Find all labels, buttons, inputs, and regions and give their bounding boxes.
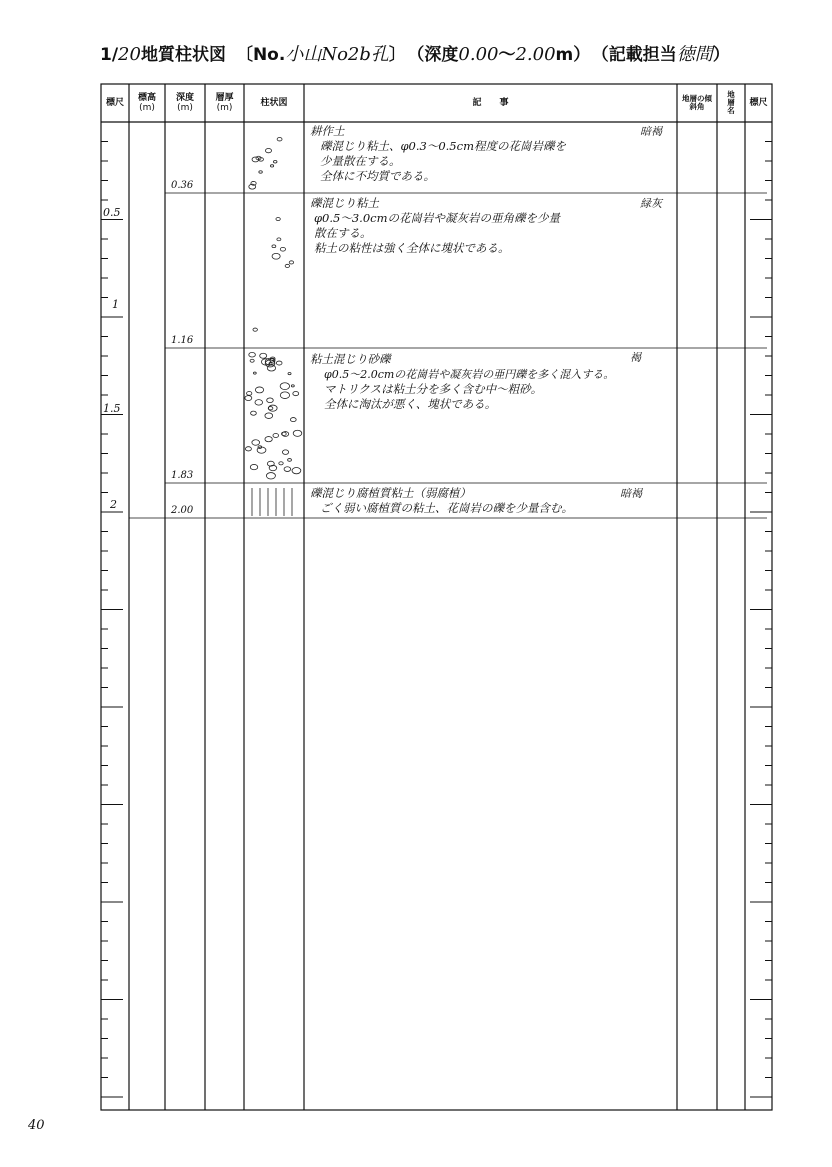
gravel-symbol — [251, 411, 257, 415]
gravel-symbol — [266, 473, 275, 479]
layer-line: φ0.5～3.0cmの花崗岩や凝灰岩の亜角礫を少量 — [314, 211, 560, 225]
layer-description — [310, 124, 662, 184]
depth-value: 1.16 — [171, 335, 194, 346]
scale-label: 1 — [112, 298, 119, 311]
gravel-symbol — [252, 440, 260, 445]
layer-line: 全体に不均質である。 — [320, 169, 435, 183]
depth-value: 0.36 — [171, 180, 194, 191]
gravel-symbol — [272, 245, 276, 248]
gravel-symbol — [273, 161, 277, 164]
layer-description — [310, 196, 662, 256]
gravel-symbol — [253, 372, 256, 374]
layer-line: マトリクスは粘土分を多く含む中～粗砂。 — [324, 382, 543, 396]
layer-line: 全体に淘汰が悪く、塊状である。 — [324, 397, 497, 411]
gravel-symbol — [245, 396, 252, 401]
header-scale-left: 標尺 — [105, 98, 124, 108]
gravel-symbol — [250, 464, 257, 469]
hole-name: 小山No2b孔 — [285, 44, 389, 65]
gravel-symbol — [288, 372, 291, 374]
gravel-symbol — [252, 157, 259, 162]
gravel-symbol — [276, 217, 280, 220]
gravel-symbol — [260, 353, 267, 358]
gravel-symbol — [293, 391, 299, 395]
layer-name: 粘土混じり砂礫 — [310, 352, 391, 366]
header-depth-unit: (m) — [177, 103, 193, 113]
header-elevation-unit: (m) — [139, 103, 155, 113]
depth-to: 2.00 — [515, 44, 556, 65]
gravel-symbol — [288, 459, 292, 462]
gravel-symbol — [270, 165, 273, 167]
gravel-symbol — [282, 450, 288, 455]
gravel-symbol — [265, 413, 273, 419]
gravel-symbol — [276, 361, 282, 365]
gravel-symbol — [273, 434, 279, 438]
gravel-symbol — [289, 261, 293, 264]
depth-value: 2.00 — [171, 505, 194, 516]
layer-line: 散在する。 — [314, 226, 372, 240]
gravel-symbol — [267, 398, 274, 403]
gravel-symbol — [280, 392, 289, 399]
gravel-symbol — [277, 238, 281, 241]
depth-label: （深度 — [415, 45, 459, 65]
depth-unit: m） — [555, 45, 591, 65]
hole-no-open: 〔No. — [235, 45, 286, 65]
header-elevation-label: 標高 — [137, 93, 156, 103]
gravel-symbol — [255, 387, 263, 393]
gravel-symbol — [279, 462, 283, 465]
header-dip: 地層の傾斜角 — [682, 94, 712, 111]
gravel-symbol — [259, 171, 262, 173]
gravel-symbol — [255, 400, 263, 405]
layer-line: 粘土の粘性は強く全体に塊状である。 — [314, 241, 510, 255]
layer-name: 耕作土 — [310, 124, 345, 138]
layer-line: ごく弱い腐植質の粘土、花崗岩の礫を少量含む。 — [320, 501, 573, 515]
header-scale-right: 標尺 — [749, 98, 768, 108]
gravel-symbol — [280, 383, 289, 390]
gravel-symbol — [245, 447, 251, 451]
gravel-symbol — [293, 430, 302, 436]
header-elevation — [129, 84, 165, 122]
scale-label: 0.5 — [103, 206, 121, 219]
header-depth-label: 深度 — [175, 93, 194, 103]
gravel-symbol — [280, 247, 285, 251]
title-main: 地質柱状図 — [140, 45, 226, 65]
header-column: 柱状図 — [260, 98, 288, 108]
scale-prefix: 1/ — [100, 45, 119, 65]
gravel-symbol — [253, 328, 257, 331]
gravel-symbol — [285, 264, 289, 267]
gravel-symbol — [267, 365, 275, 371]
recorder-close: ） — [712, 45, 730, 65]
scale-label: 2 — [110, 498, 117, 511]
layer-line: 少量散在する。 — [320, 154, 401, 168]
depth-tilde: ～ — [498, 45, 516, 65]
header-thickness-unit: (m) — [216, 103, 233, 113]
gravel-symbol — [272, 253, 280, 259]
layer-color: 褐 — [630, 351, 641, 364]
gravel-symbol — [249, 352, 256, 357]
gravel-symbol — [265, 437, 272, 442]
scale-denominator: 20 — [118, 44, 141, 65]
gravel-symbol — [247, 392, 252, 396]
recorder-name: 徳間 — [676, 44, 713, 65]
layer-color: 暗褐 — [640, 125, 662, 138]
gravel-symbol — [291, 385, 294, 387]
layer-description — [310, 486, 642, 516]
header-thickness — [205, 84, 244, 122]
header-thickness-label: 層厚 — [215, 93, 234, 103]
gravel-symbol — [277, 137, 282, 140]
depth-value: 1.83 — [171, 470, 194, 481]
layer-name: 礫混じり粘土 — [310, 196, 379, 210]
page-number: 40 — [28, 1118, 45, 1133]
header-formation: 地層名 — [727, 90, 735, 115]
layer-name: 礫混じり腐植質粘土（弱腐植） — [310, 486, 471, 500]
gravel-symbol — [292, 467, 301, 473]
layer-line: φ0.5～2.0cmの花崗岩や凝灰岩の亜円礫を多く混入する。 — [324, 368, 615, 381]
recorder-label: （記載担当 — [600, 45, 677, 65]
gravel-symbol — [284, 467, 291, 472]
gravel-symbol — [265, 148, 271, 152]
layer-line: 礫混じり粘土、φ0.3～0.5cm程度の花崗岩礫を — [320, 139, 566, 153]
layer-description — [310, 351, 641, 412]
gravel-symbol — [290, 418, 296, 422]
depth-from: 0.00 — [458, 44, 499, 65]
hole-no-close: 〕 — [388, 45, 406, 65]
header-depth — [165, 84, 205, 122]
gravel-symbol — [250, 359, 254, 362]
scale-label: 1.5 — [103, 402, 121, 415]
layer-color: 暗褐 — [620, 487, 642, 500]
header-description: 記 事 — [472, 98, 509, 108]
gravel-symbol — [268, 407, 273, 410]
layer-color: 緑灰 — [640, 197, 662, 210]
